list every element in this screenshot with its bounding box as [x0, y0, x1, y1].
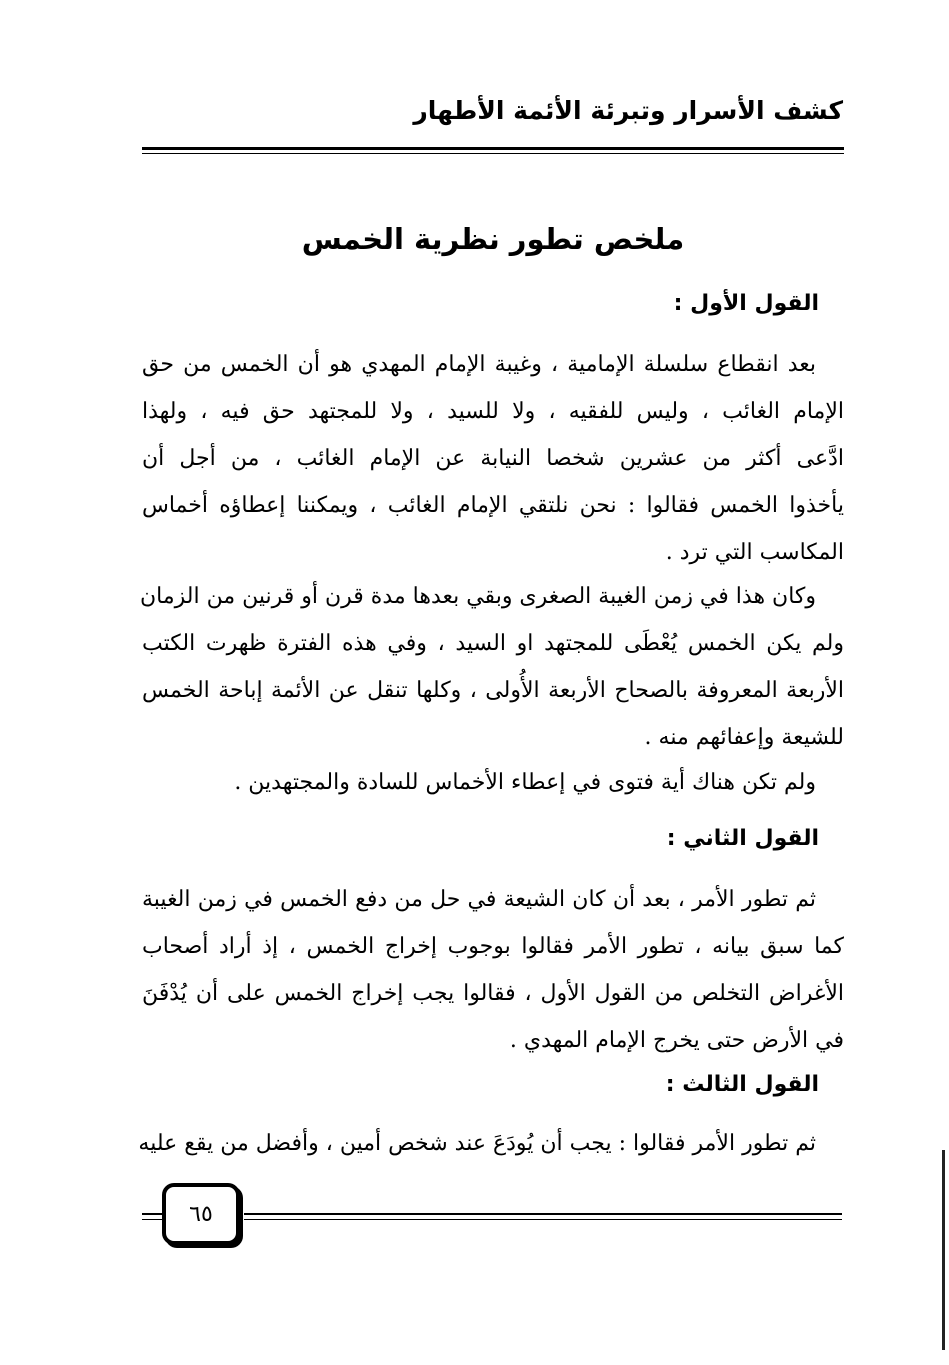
text-line: في الأرض حتى يخرج الإمام المهدي .: [509, 1028, 844, 1053]
text-line: الأغراض التخلص من القول الأول ، فقالوا يجب إخراج الخمس على أن يُدْفَنَ: [142, 981, 844, 1006]
text-line: المكاسب التي ترد .: [665, 540, 844, 565]
text-line: ادَّعى أكثر من عشرين شخصا النيابة عن الإمام الغائب ، من أجل أن: [142, 446, 844, 471]
header-rule-bottom: [142, 153, 844, 154]
running-header: كشف الأسرار وتبرئة الأئمة الأطهار: [413, 96, 843, 125]
text-line: ولم تكن هناك أية فتوى في إعطاء الأخماس للسادة والمجتهدين .: [234, 770, 816, 795]
section-title: ملخص تطور نظرية الخمس: [301, 222, 685, 256]
paragraph-first-saying-2: [139, 573, 844, 761]
text-line: الأربعة المعروفة بالصحاح الأربعة الأُولى ، وكلها تنقل عن الأئمة إباحة الخمس: [142, 678, 844, 703]
footer-rule-left-thin: [142, 1219, 164, 1220]
footer-rule-left: [142, 1213, 164, 1215]
text-line: بعد انقطاع سلسلة الإمامية ، وغيبة الإمام المهدي هو أن الخمس من حق: [142, 352, 816, 377]
text-line: وكان هذا في زمن الغيبة الصغرى وبقي بعدها مدة قرن أو قرنين من الزمان: [139, 584, 816, 609]
heading-second-saying: القول الثاني :: [666, 826, 819, 851]
text-line: ثم تطور الأمر ، بعد أن كان الشيعة في حل من دفع الخمس في زمن الغيبة: [142, 887, 816, 912]
page-number: ٦٥: [162, 1183, 240, 1245]
paragraph-second-saying: [142, 876, 844, 1064]
scan-edge-mark: [942, 1150, 945, 1350]
heading-third-saying: القول الثالث :: [665, 1072, 819, 1097]
footer-rule-right: [244, 1213, 842, 1215]
paragraph-first-saying-3: [142, 759, 844, 806]
text-line: للشيعة وإعفائهم منه .: [644, 725, 844, 750]
text-line: يأخذوا الخمس فقالوا : نحن نلتقي الإمام الغائب ، ويمكننا إعطاؤه أخماس: [142, 493, 844, 518]
paragraph-third-saying: [138, 1120, 844, 1167]
text-line: الإمام الغائب ، وليس للفقيه ، ولا للسيد ، ولا للمجتهد حق فيه ، ولهذا: [142, 399, 844, 424]
heading-first-saying: القول الأول :: [673, 291, 819, 316]
footer-rule-right-thin: [244, 1219, 842, 1220]
text-line: كما سبق بيانه ، تطور الأمر فقالوا بوجوب إخراج الخمس ، إذ أراد أصحاب: [142, 934, 844, 959]
text-line: ثم تطور الأمر فقالوا : يجب أن يُودَعَ عند شخص أمين ، وأفضل من يقع عليه: [138, 1131, 816, 1156]
text-line: ولم يكن الخمس يُعْطَى للمجتهد او السيد ، وفي هذه الفترة ظهرت الكتب: [142, 631, 844, 656]
paragraph-first-saying-1: [142, 341, 844, 576]
header-rule-top: [142, 147, 844, 150]
